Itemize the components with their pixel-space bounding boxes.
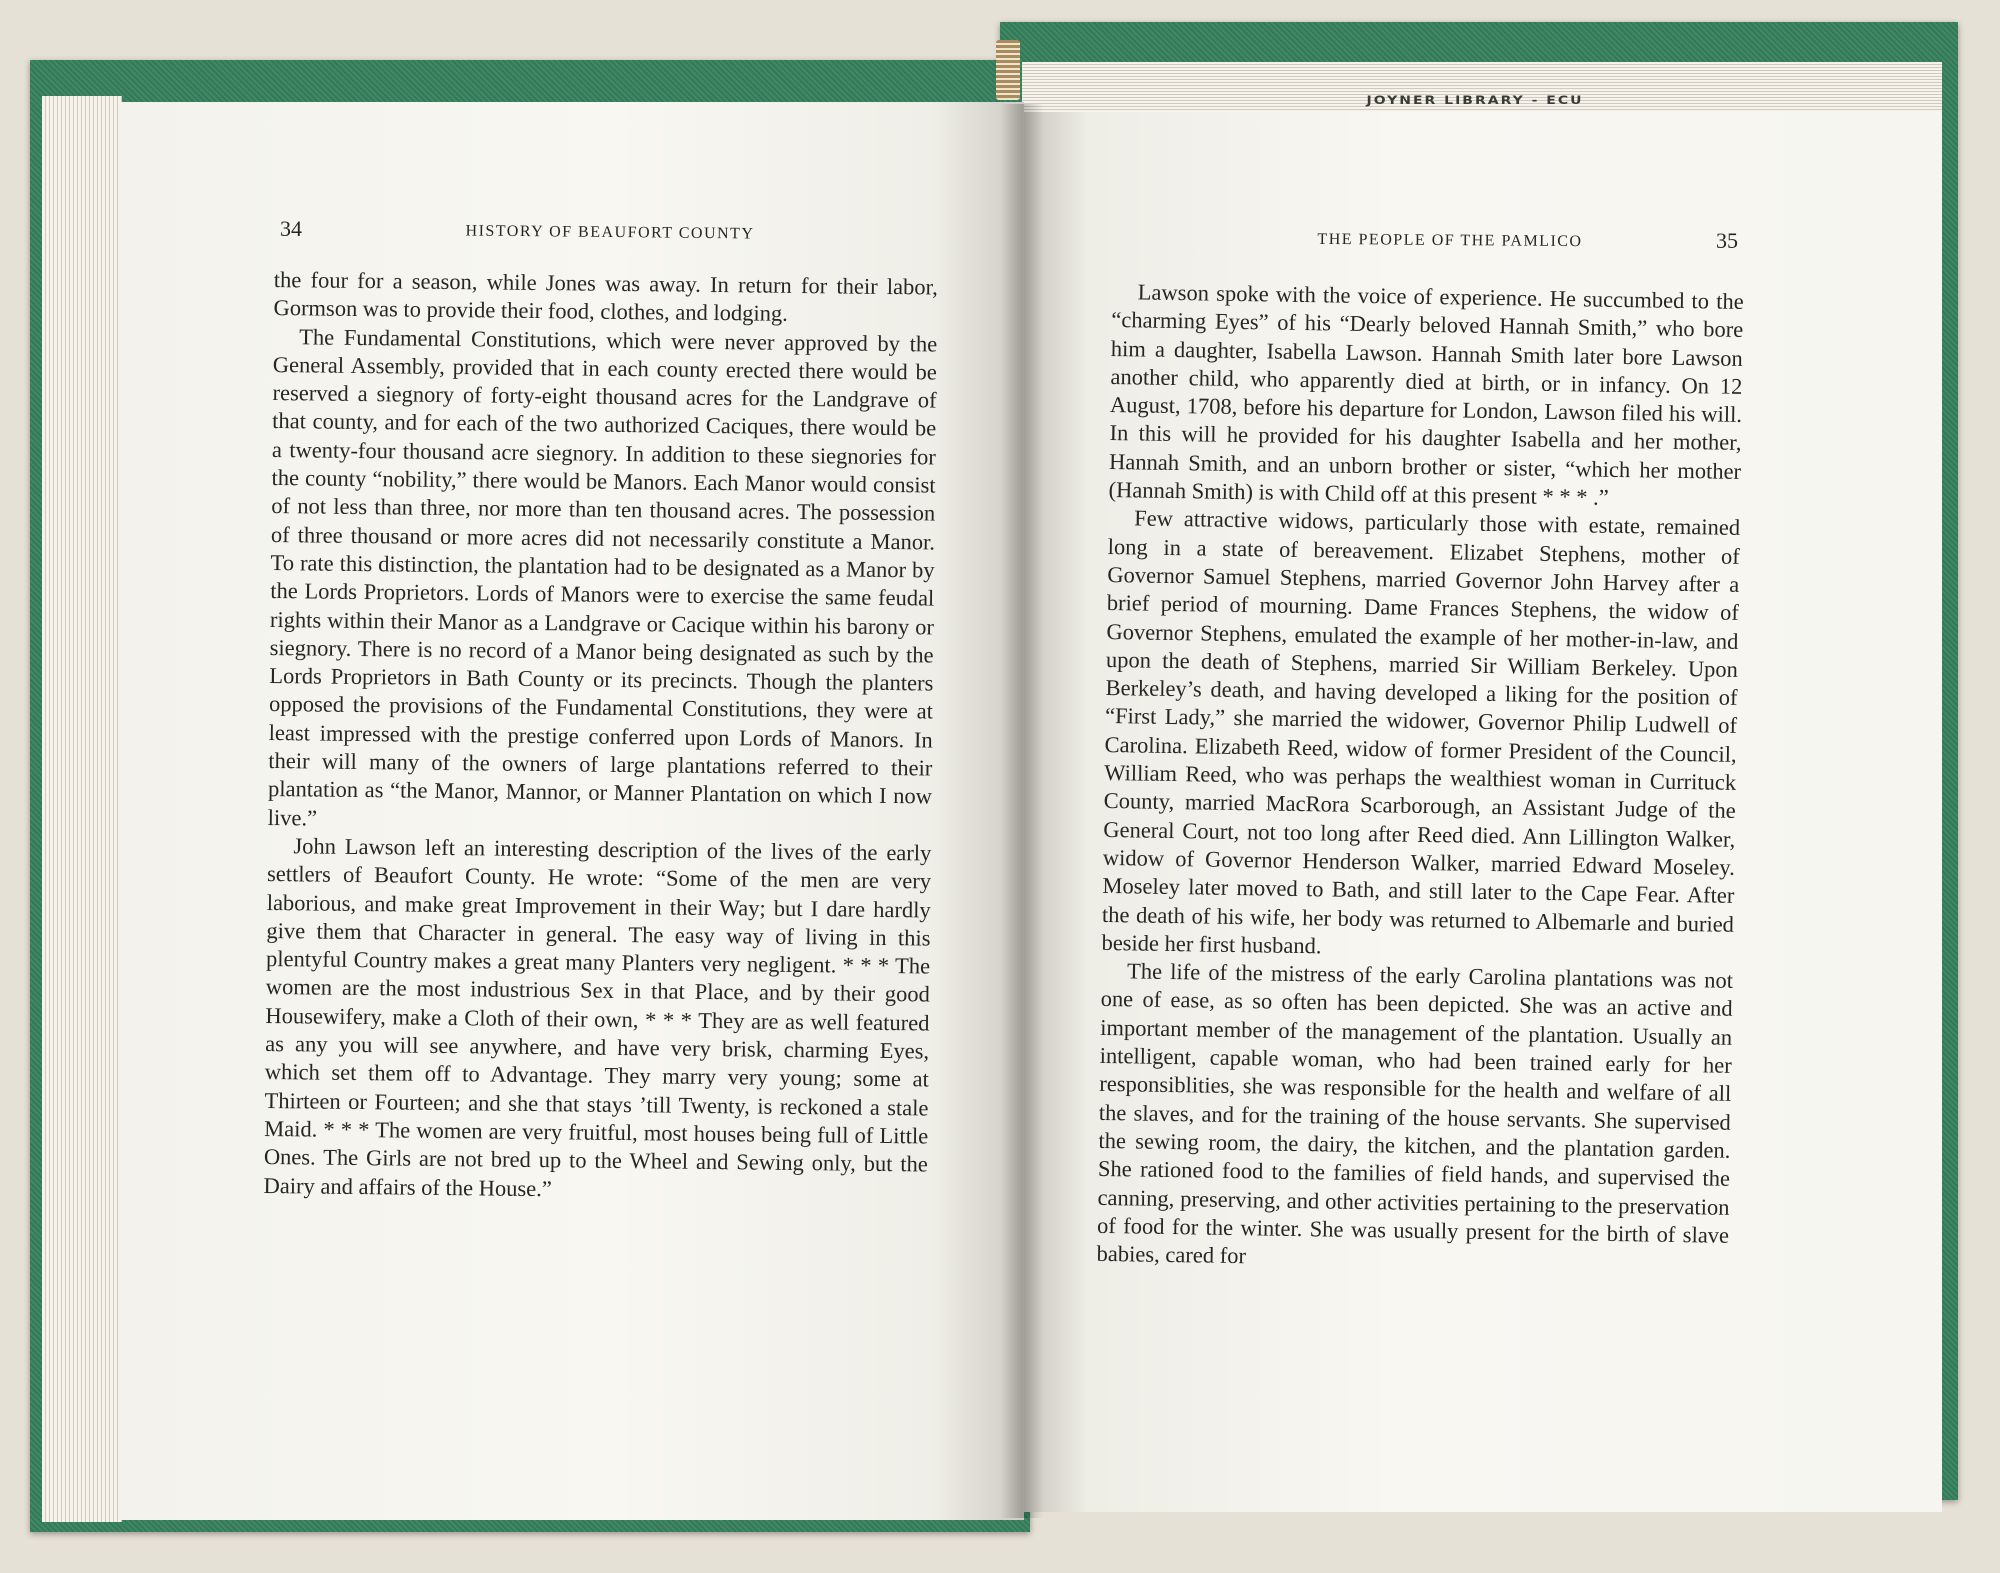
paragraph: John Lawson left an interesting description of the lives of the early settlers of Beaufort County. He wrote: “Some of the men are very laborious, and make great Improvement in their Way; but I dare hardly give them that Character in general. The easy way of living in this plentyful Country makes a great many Planters very negligent. * * * The women are the most industrious Sex in that Place, and by their good Housewifery, make a Cloth of their own, * * * They are as well featured as any you will see anywhere, and have very brisk, charming Eyes, which set them off to Advantage. They marry very young; some at Thirteen or Fourteen; and she that stays ’till Twenty, is reckoned a stale Maid. * * * The women are very fruitful, most houses being full of Little Ones. The Girls are not bred up to the Wheel and Sewing only, but the Dairy and affairs of the House.” — [263, 833, 932, 1201]
left-running-head: HISTORY OF BEAUFORT COUNTY — [465, 222, 755, 243]
page-edges-left — [42, 96, 122, 1522]
paragraph: The life of the mistress of the early Carolina plantations was not one of ease, as so often has been depicted. She was an active and important member of the management of the plantation. Usually an intelligent, capable woman, who had been trained early for her responsiblities, she was responsible for the health and welfare of all the slaves, and for the training of the house servants. She supervised the sewing room, the dairy, the kitchen, and the plantation garden. She rationed food to the families of field hands, and supervised the canning, preserving, and other activities pertaining to the preservation of food for the winter. She was usually present for the birth of slave babies, cared for — [1096, 958, 1734, 1269]
gutter-shadow — [1000, 104, 1044, 1518]
spine-headband — [996, 40, 1020, 100]
paragraph: Few attractive widows, particularly those with estate, remained long in a state of bereavement. Elizabet Stephens, mother of Governor Samuel Stephens, married Governor John Harvey after a brief period of mourning. Dame Frances Stephens, the widow of Governor Stephens, emulated the example of her mother-in-law, and upon the death of Stephens, married Sir William Berkeley. Upon Berkeley’s death, and having developed a liking for the position of “First Lady,” she married the widower, Governor Philip Ludwell of Carolina. Elizabeth Reed, widow of former President of the Council, William Reed, who was perhaps the wealthiest woman in Currituck County, married MacRora Scarborough, an Assistant Judge of the General Court, not too long after Reed died. Ann Lillington Walker, widow of Governor Henderson Walker, married Edward Moseley. Moseley later moved to Bath, and still later to the Cape Fear. After the death of his wife, her body was returned to Albemarle and buried beside her first husband. — [1101, 505, 1741, 959]
paragraph: The Fundamental Constitutions, which were never approved by the General Assembly, provided that in each county erected there would be reserved a siegnory of forty-eight thousand acres for the Landgrave of that county, and for each of the two authorized Caciques, there would be a twenty-four thousand acre siegnory. In addition to these siegnories for the county “nobility,” there would be Manors. Each Manor would consist of not less than three, nor more than ten thousand acres. The possession of three thousand or more acres did not necessarily constitute a Manor. To rate this distinction, the plantation had to be designated as a Manor by the Lords Proprietors. Lords of Manors were to exercise the same feudal rights within their Manor as a Landgrave or Cacique within his barony or siegnory. There is no record of a Manor being designated as such by the Lords Proprietors in Bath County or its precincts. Though the planters opposed the provisions of the Fundamental Constitutions, they were at least impressed with the prestige conferred upon Lords of Manors. In their will many of the owners of large plantations referred to their plantation as “the Manor, Mannor, or Manner Plantation on which I now live.” — [267, 323, 938, 831]
left-page-text — [263, 266, 938, 1207]
library-stamp: JOYNER LIBRARY - ECU — [1366, 94, 1584, 108]
right-page-number: 35 — [1716, 228, 1738, 253]
left-page-number: 34 — [280, 216, 302, 241]
right-running-head: THE PEOPLE OF THE PAMLICO — [1317, 230, 1583, 251]
right-page-text — [1096, 278, 1743, 1278]
paragraph: the four for a season, while Jones was away. In return for their labor, Gormson was to provide their food, clothes, and lodging. — [273, 266, 938, 327]
paragraph: Lawson spoke with the voice of experience. He succumbed to the “charming Eyes” of his “Dearly beloved Hannah Smith,” who bore him a daughter, Isabella Lawson. Hannah Smith later bore Lawson another child, who apparently died at birth, or in infancy. On 12 August, 1708, before his departure for London, Lawson filed his will. In this will he provided for his daughter Isabella and her mother, Hannah Smith, and an unborn brother or sister, “which her mother (Hannah Smith) is with Child off at this present * * * .” — [1108, 279, 1744, 510]
